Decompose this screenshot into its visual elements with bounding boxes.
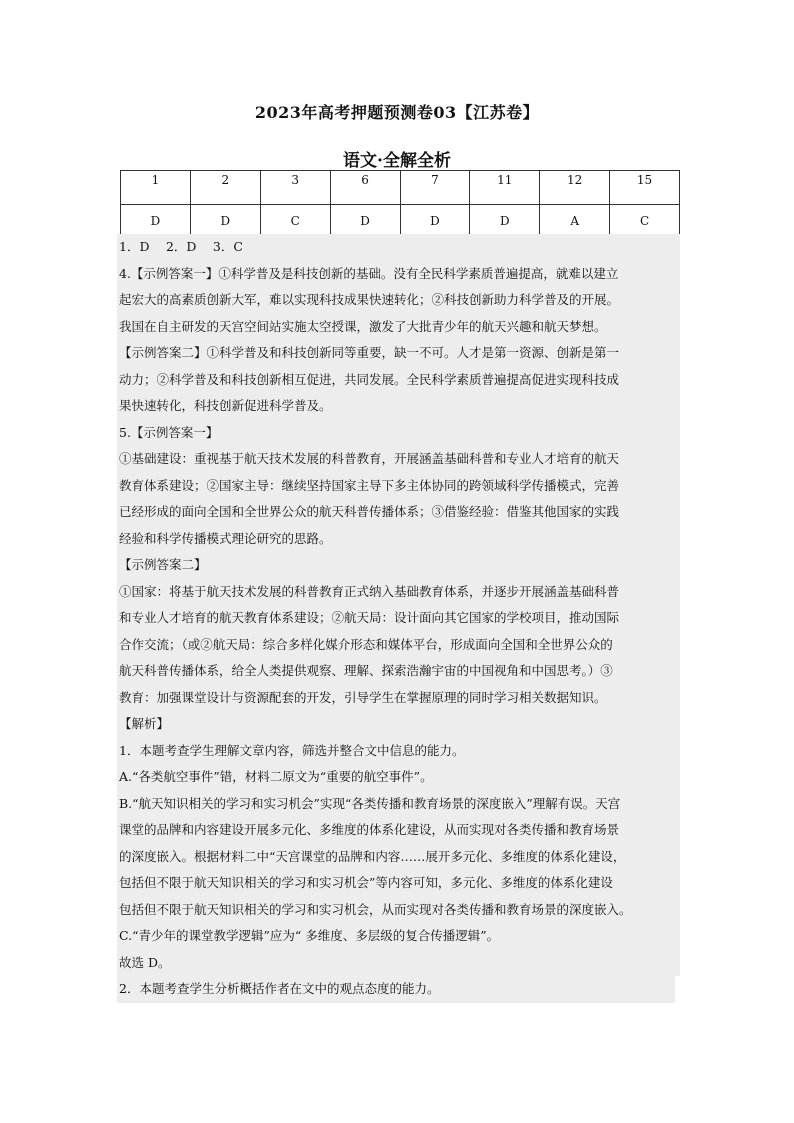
- text-line: 5.【示例答案一】: [117, 420, 680, 447]
- text-line: 【示例答案二】: [117, 552, 680, 579]
- question-number-cell: 1: [121, 171, 191, 205]
- text-line: 已经形成的面向全国和全世界公众的航天科普传播体系；③借鉴经验：借鉴其他国家的实践: [117, 499, 680, 526]
- text-line: 教育：加强课堂设计与资源配套的开发，引导学生在掌握原理的同时学习相关数据知识。: [117, 685, 680, 712]
- text-line: 4.【示例答案一】①科学普及是科技创新的基础。没有全民科学素质普遍提高，就难以建立: [117, 261, 680, 288]
- answer-cell: D: [330, 205, 400, 237]
- text-line: 故选 D。: [117, 950, 680, 977]
- text-line: 的深度嵌入。根据材料二中“天宫课堂的品牌和内容……展开多元化、多维度的体系化建设，: [117, 844, 680, 871]
- text-line: 教育体系建设；②国家主导：继续坚持国家主导下多主体协同的跨领域科学传播模式，完善: [117, 473, 680, 500]
- text-line: 2．本题考查学生分析概括作者在文中的观点态度的能力。: [117, 976, 675, 1003]
- text-line: 和专业人才培育的航天教育体系建设；②航天局：设计面向其它国家的学校项目，推动国际: [117, 605, 680, 632]
- text-line: 课堂的品牌和内容建设开展多元化、多维度的体系化建设，从而实现对各类传播和教育场景: [117, 817, 680, 844]
- answer-cell: D: [190, 205, 260, 237]
- text-line: ①基础建设：重视基于航天技术发展的科普教育，开展涵盖基础科普和专业人才培育的航天: [117, 446, 680, 473]
- text-line: 果快速转化，科技创新促进科学普及。: [117, 393, 680, 420]
- text-line: 合作交流；（或②航天局：综合多样化媒介形态和媒体平台，形成面向全国和全世界公众的: [117, 632, 680, 659]
- text-line: 【解析】: [117, 711, 680, 738]
- answer-cell: C: [610, 205, 680, 237]
- answer-cell: C: [260, 205, 330, 237]
- answer-cell: D: [470, 205, 540, 237]
- text-line: 1．D 2．D 3．C: [117, 234, 680, 261]
- question-number-cell: 15: [610, 171, 680, 205]
- answer-cell: D: [121, 205, 191, 237]
- document-subtitle: 语文·全解全析: [343, 151, 451, 171]
- answer-cell: A: [540, 205, 610, 237]
- text-line: C.“青少年的课堂教学逻辑”应为“ 多维度、多层级的复合传播逻辑”。: [117, 923, 680, 950]
- text-line: 起宏大的高素质创新大军，难以实现科技成果快速转化；②科技创新助力科学普及的开展。: [117, 287, 680, 314]
- question-number-cell: 12: [540, 171, 610, 205]
- document-title: 2023年高考押题预测卷03【江苏卷】: [254, 103, 540, 122]
- question-number-cell: 3: [260, 171, 330, 205]
- text-line: 【示例答案二】①科学普及和科技创新同等重要，缺一不可。人才是第一资源、创新是第一: [117, 340, 680, 367]
- question-number-cell: 7: [400, 171, 470, 205]
- text-line: B.“航天知识相关的学习和实习机会”实现“各类传播和教育场景的深度嵌入”理解有误。天宫: [117, 791, 680, 818]
- answer-table: [120, 170, 680, 237]
- text-line: 动力；②科学普及和科技创新相互促进，共同发展。全民科学素质普遍提高促进实现科技成: [117, 367, 680, 394]
- text-line: 经验和科学传播模式理论研究的思路。: [117, 526, 680, 553]
- answer-table-header-row: [121, 171, 680, 205]
- text-line: 包括但不限于航天知识相关的学习和实习机会，从而实现对各类传播和教育场景的深度嵌入。: [117, 897, 680, 924]
- answer-table-answer-row: [121, 205, 680, 237]
- question-number-cell: 6: [330, 171, 400, 205]
- explanation-body: [117, 234, 680, 1003]
- text-line: 1．本题考查学生理解文章内容，筛选并整合文中信息的能力。: [117, 738, 680, 765]
- text-line: ①国家：将基于航天技术发展的科普教育正式纳入基础教育体系，并逐步开展涵盖基础科普: [117, 579, 680, 606]
- text-line: 航天科普传播体系，给全人类提供观察、理解、探索浩瀚宇宙的中国视角和中国思考。）③: [117, 658, 680, 685]
- text-line: A.“各类航空事件”错，材料二原文为“重要的航空事件”。: [117, 764, 680, 791]
- question-number-cell: 11: [470, 171, 540, 205]
- question-number-cell: 2: [190, 171, 260, 205]
- text-line: 我国在自主研发的天宫空间站实施太空授课，激发了大批青少年的航天兴趣和航天梦想。: [117, 314, 680, 341]
- answer-cell: D: [400, 205, 470, 237]
- text-line: 包括但不限于航天知识相关的学习和实习机会”等内容可知，多元化、多维度的体系化建设: [117, 870, 680, 897]
